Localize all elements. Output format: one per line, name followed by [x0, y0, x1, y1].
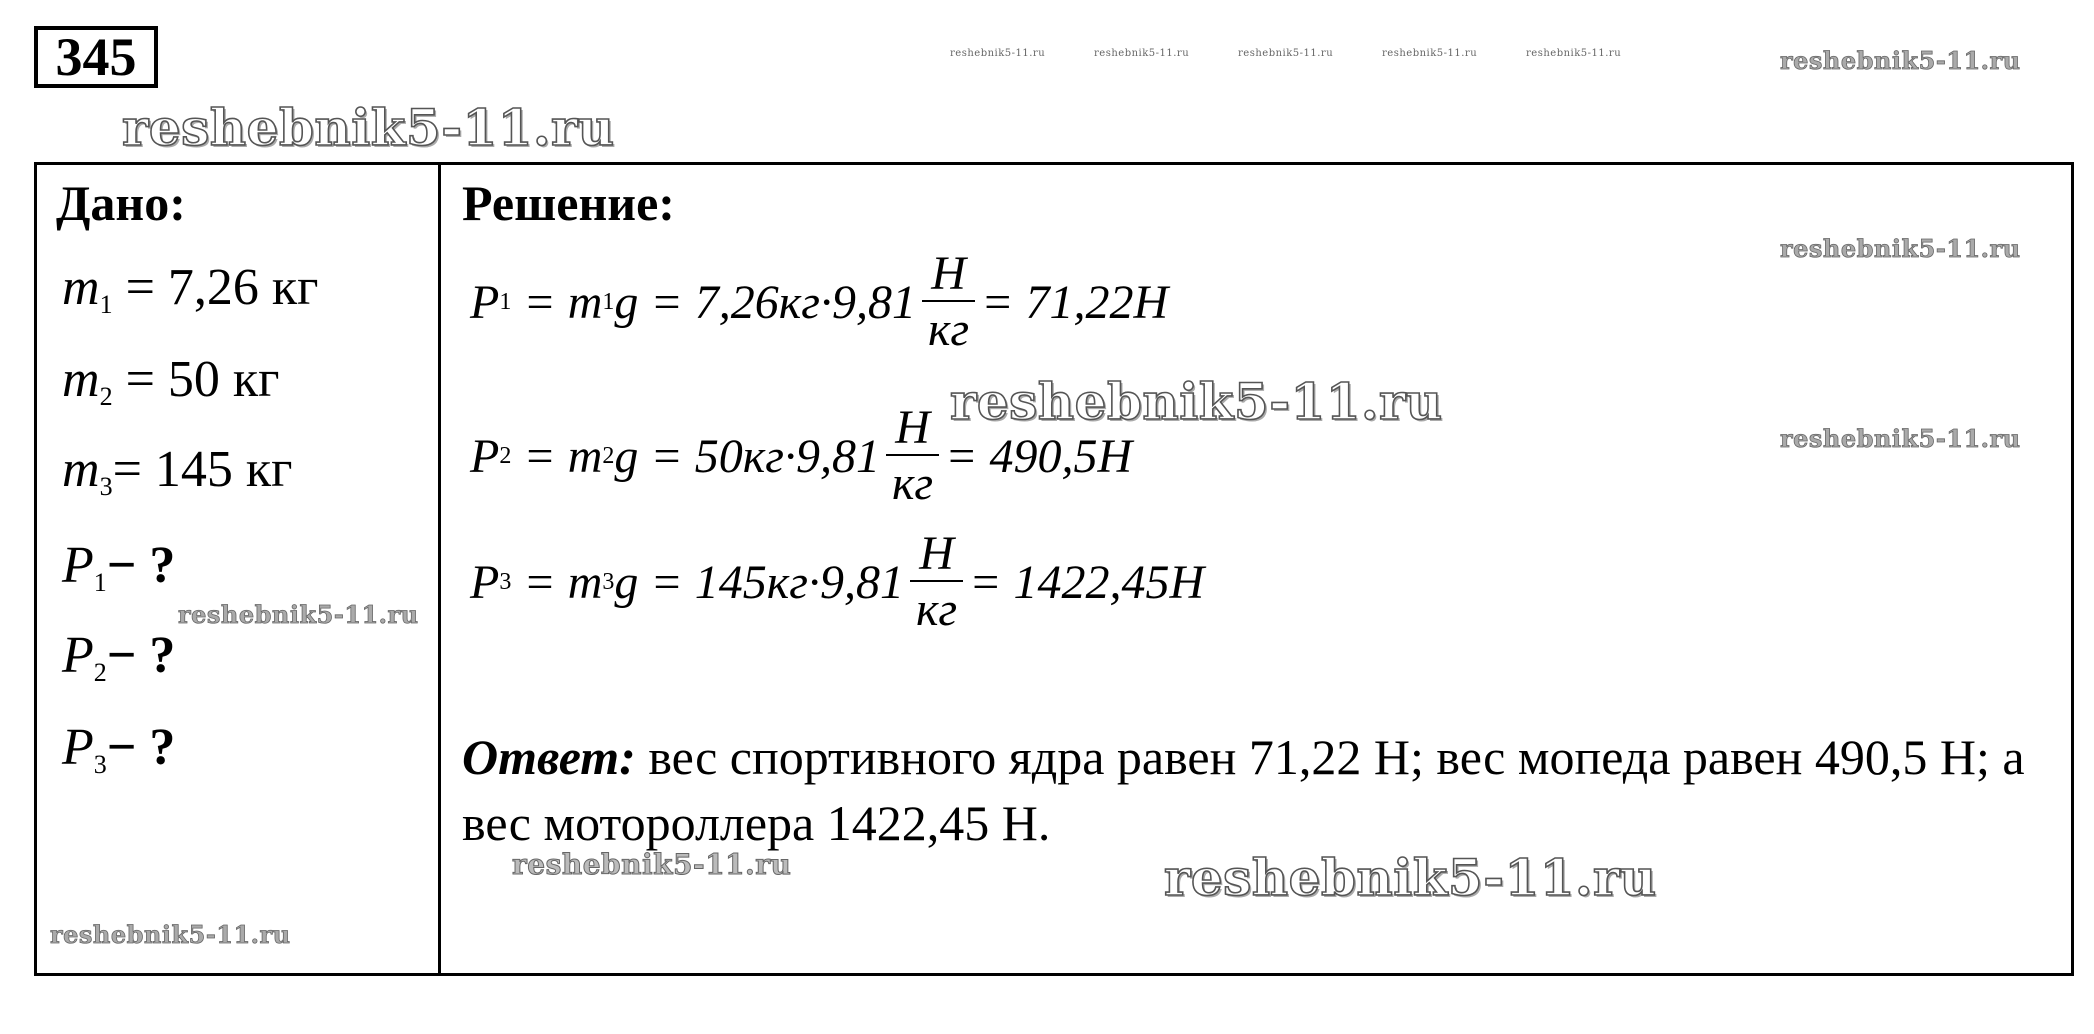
problem-number: 345 [34, 26, 158, 88]
watermark: reshebnik5-11.ru [1780, 234, 2021, 263]
watermark: reshebnik5-11.ru [1382, 48, 1478, 59]
watermark: reshebnik5-11.ru [950, 372, 1443, 431]
solution-heading: Решение: [462, 175, 675, 231]
watermark: reshebnik5-11.ru [1780, 46, 2021, 75]
given-item: $m_2 = 50$ кг [62, 351, 280, 412]
given-item: $m_1 = 7,26$ кг [62, 259, 319, 320]
watermark: reshebnik5-11.ru [1526, 48, 1622, 59]
answer-label: Ответ: [462, 729, 636, 785]
watermark: reshebnik5-11.ru [1164, 848, 1657, 907]
answer-text [462, 724, 2052, 856]
equation: P 1 = m 1 g = 7,26кг·9,81 $\frac{Н}{кг}$ = 71,22Н [470, 247, 1169, 356]
column-divider [438, 162, 441, 976]
given-item: $m_3= 145$ кг [62, 441, 293, 502]
equation: P 2 = m 2 g = 50кг·9,81 $\frac{Н}{кг}$ = 490,5Н [470, 401, 1133, 510]
watermark: reshebnik5-11.ru [50, 920, 291, 949]
watermark: reshebnik5-11.ru [950, 48, 1046, 59]
equation: P 3 = m 3 g = 145кг·9,81 $\frac{Н}{кг}$ = 1422,45Н [470, 527, 1205, 636]
watermark: reshebnik5-11.ru [1094, 48, 1190, 59]
watermark: reshebnik5-11.ru [512, 848, 792, 881]
given-heading: Дано: [56, 175, 186, 231]
watermark: reshebnik5-11.ru [178, 600, 419, 629]
answer-body: вес спортивного ядра равен 71,22 Н; вес мопеда равен 490,5 Н; а вес мотороллера 1422,45 Н. [462, 729, 2025, 851]
given-item: $P_1-$ ? [62, 537, 176, 598]
watermark: reshebnik5-11.ru [1780, 424, 2021, 453]
given-item: $P_2-$ ? [62, 627, 176, 688]
given-item: $P_3-$ ? [62, 719, 176, 780]
watermark: reshebnik5-11.ru [122, 98, 615, 157]
watermark: reshebnik5-11.ru [1238, 48, 1334, 59]
